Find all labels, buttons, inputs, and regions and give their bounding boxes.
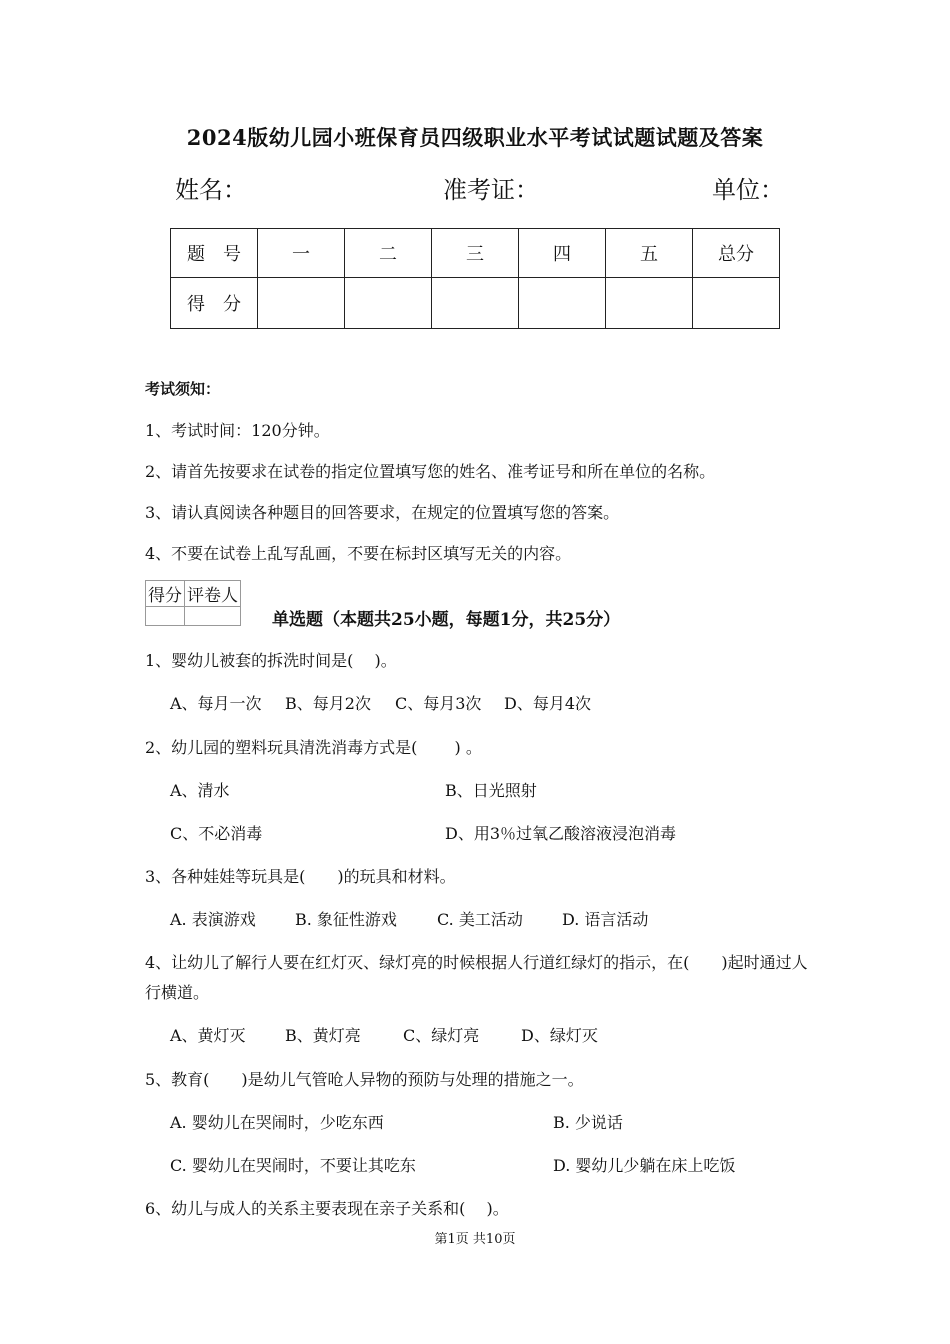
score-cell[interactable] — [693, 278, 780, 329]
page-footer: 第1页 共10页 — [434, 1232, 516, 1247]
score-cell[interactable] — [519, 278, 606, 329]
answer-option[interactable]: B、日光照射 — [445, 781, 537, 800]
score-table-header-cell: 总分 — [693, 229, 780, 278]
score-table-header-cell: 题 号 — [171, 229, 258, 278]
answer-option[interactable]: C、不必消毒 — [170, 824, 263, 843]
notice-item: 3、请认真阅读各种题目的回答要求，在规定的位置填写您的答案。 — [145, 503, 620, 522]
score-table-header-cell: 一 — [258, 229, 345, 278]
question-text: 1、婴幼儿被套的拆洗时间是( )。 — [145, 651, 397, 670]
page-title: 2024版幼儿园小班保育员四级职业水平考试试题试题及答案 — [186, 125, 764, 150]
answer-option[interactable]: B. 象征性游戏 — [295, 910, 397, 929]
score-cell[interactable] — [258, 278, 345, 329]
grader-reviewer-cell[interactable] — [185, 607, 241, 626]
grader-score-cell[interactable] — [146, 607, 185, 626]
answer-option[interactable]: A、清水 — [170, 781, 230, 800]
score-table-header-cell: 五 — [606, 229, 693, 278]
score-table-header-row — [171, 229, 780, 278]
grader-reviewer-label: 评卷人 — [185, 581, 241, 607]
question-text: 5、教育( )是幼儿气管呛人异物的预防与处理的措施之一。 — [145, 1070, 584, 1089]
notice-item: 4、不要在试卷上乱写乱画，不要在标封区填写无关的内容。 — [145, 544, 572, 563]
score-cell[interactable] — [345, 278, 432, 329]
score-table-header-cell: 二 — [345, 229, 432, 278]
answer-option[interactable]: A、黄灯灭 — [170, 1026, 246, 1045]
score-table-score-row — [171, 278, 780, 329]
answer-option[interactable]: D、每月4次 — [504, 694, 592, 713]
score-table — [170, 228, 780, 329]
answer-option[interactable]: D、用3％过氧乙酸溶液浸泡消毒 — [445, 824, 677, 843]
answer-option[interactable]: D、绿灯灭 — [521, 1026, 598, 1045]
answer-option[interactable]: C. 美工活动 — [437, 910, 523, 929]
question-text: 3、各种娃娃等玩具是( )的玩具和材料。 — [145, 867, 456, 886]
notice-item: 2、请首先按要求在试卷的指定位置填写您的姓名、准考证号和所在单位的名称。 — [145, 462, 716, 481]
grader-score-label: 得分 — [146, 581, 185, 607]
answer-option[interactable]: A、每月一次 — [170, 694, 262, 713]
score-table-header-cell: 四 — [519, 229, 606, 278]
answer-option[interactable]: B. 少说话 — [553, 1113, 623, 1132]
answer-option[interactable]: A. 表演游戏 — [170, 910, 256, 929]
answer-option[interactable]: B、黄灯亮 — [285, 1026, 361, 1045]
unit-field-label: 单位： — [712, 176, 784, 204]
answer-option[interactable]: C. 婴幼儿在哭闹时，不要让其吃东 — [170, 1156, 416, 1175]
answer-option[interactable]: B、每月2次 — [285, 694, 371, 713]
notice-item: 1、考试时间：120分钟。 — [145, 421, 330, 440]
answer-option[interactable]: D. 语言活动 — [562, 910, 649, 929]
answer-option[interactable]: A. 婴幼儿在哭闹时，少吃东西 — [170, 1113, 384, 1132]
notice-title: 考试须知： — [145, 380, 221, 398]
score-cell[interactable] — [432, 278, 519, 329]
answer-option[interactable]: C、每月3次 — [395, 694, 482, 713]
score-table-header-cell: 三 — [432, 229, 519, 278]
score-cell[interactable] — [606, 278, 693, 329]
question-text: 4、让幼儿了解行人要在红灯灭、绿灯亮的时候根据人行道红绿灯的指示，在( )起时通过人行横道。 — [145, 953, 808, 1002]
answer-option[interactable]: C、绿灯亮 — [403, 1026, 480, 1045]
question-text: 2、幼儿园的塑料玩具清洗消毒方式是( ) 。 — [145, 738, 482, 757]
grader-box — [145, 580, 241, 626]
candidate-fields — [175, 170, 784, 204]
exam-id-field-label: 准考证： — [443, 176, 539, 204]
section-title: 单选题（本题共25小题，每题1分，共25分） — [272, 610, 621, 630]
question-text: 6、幼儿与成人的关系主要表现在亲子关系和( )。 — [145, 1199, 509, 1218]
name-field-label: 姓名： — [175, 176, 247, 204]
score-row-label: 得 分 — [171, 278, 258, 329]
answer-option[interactable]: D. 婴幼儿少躺在床上吃饭 — [553, 1156, 736, 1175]
